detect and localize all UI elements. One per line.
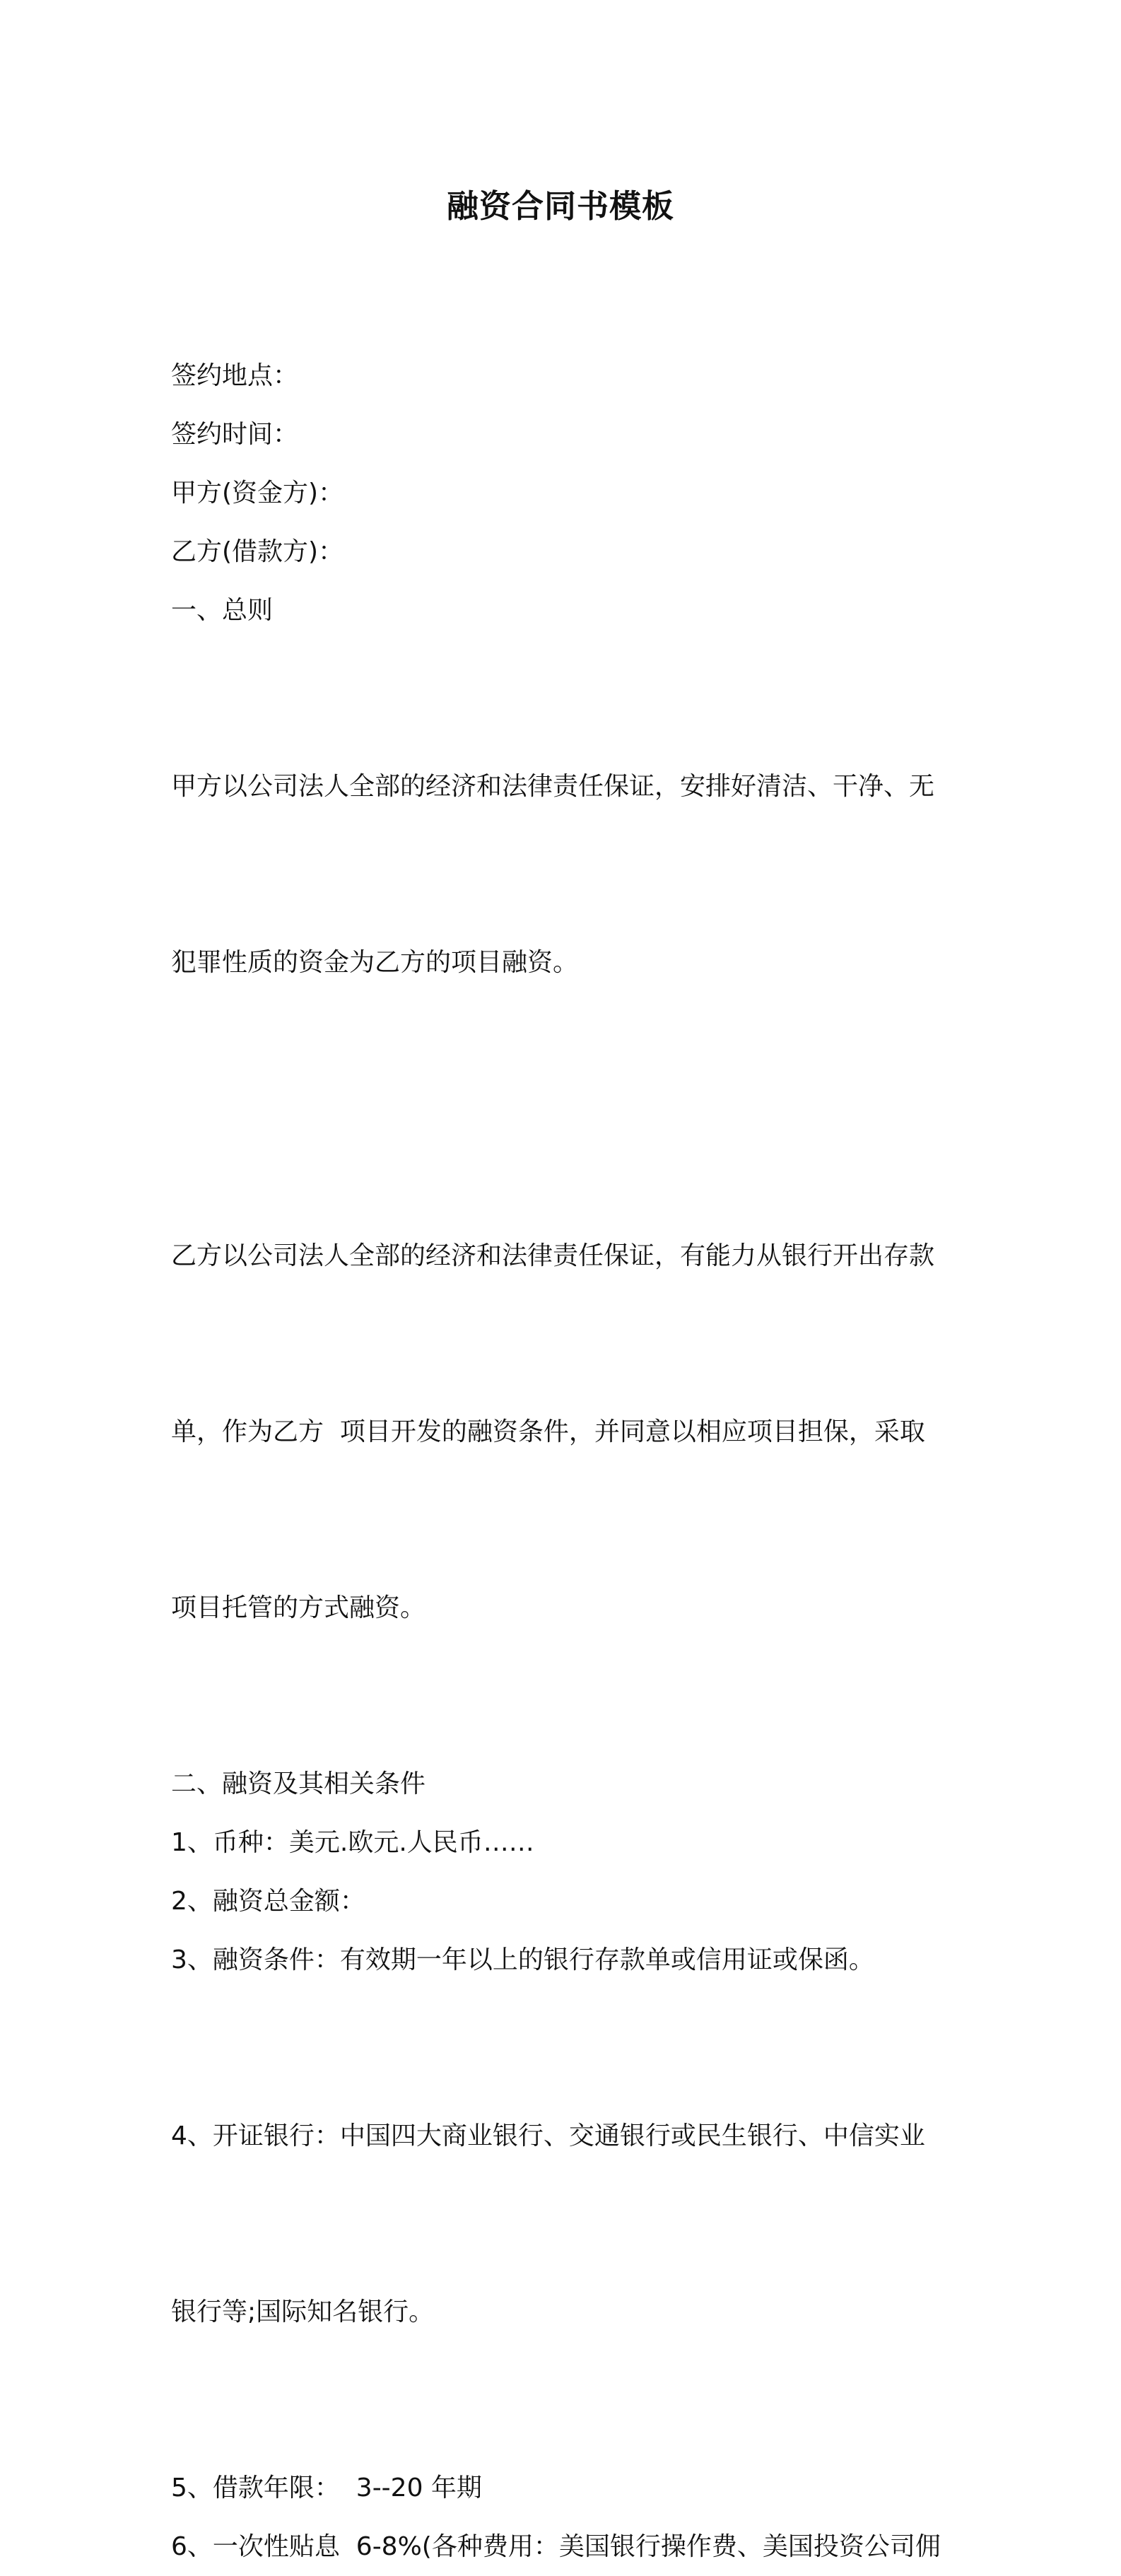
section-2-item-5: 5、借款年限： 3--20 年期 (171, 2473, 482, 2502)
document-title: 融资合同书模板 (446, 187, 674, 225)
signing-time-field: 签约时间： (171, 420, 299, 449)
section-2-item-4 (171, 1989, 956, 2459)
section-2-item-1: 1、币种：美元.欧元.人民币…… (171, 1828, 534, 1857)
section-1-paragraph-2 (171, 1109, 956, 1755)
party-a-field: 甲方(资金方)： (171, 479, 344, 508)
section-1-paragraph-1 (171, 640, 956, 1109)
section-1-heading: 一、总则 (171, 596, 274, 625)
document-body (171, 346, 956, 2576)
section-2-item-6: 6、一次性贴息 6-8%(各种费用：美国银行操作费、美国投资公司佣 (171, 2532, 941, 2561)
text-line: 乙方以公司法人全部的经济和法律责任保证，有能力从银行开出存款 (171, 1241, 935, 1270)
text-line: 甲方以公司法人全部的经济和法律责任保证，安排好清洁、干净、无 (171, 772, 935, 801)
section-2-heading: 二、融资及其相关条件 (171, 1769, 426, 1798)
section-2-item-3: 3、融资条件：有效期一年以上的银行存款单或信用证或保函。 (171, 1945, 874, 1974)
party-b-field: 乙方(借款方)： (171, 537, 344, 566)
section-2-item-2: 2、融资总金额： (171, 1887, 365, 1916)
signing-place-field: 签约地点： (171, 361, 299, 390)
text-line: 单，作为乙方 项目开发的融资条件，并同意以相应项目担保，采取 (171, 1417, 925, 1446)
text-line: 银行等;国际知名银行。 (171, 2297, 435, 2326)
text-line: 4、开证银行：中国四大商业银行、交通银行或民生银行、中信实业 (171, 2121, 925, 2150)
text-line: 犯罪性质的资金为乙方的项目融资。 (171, 948, 579, 977)
text-line: 项目托管的方式融资。 (171, 1593, 426, 1622)
